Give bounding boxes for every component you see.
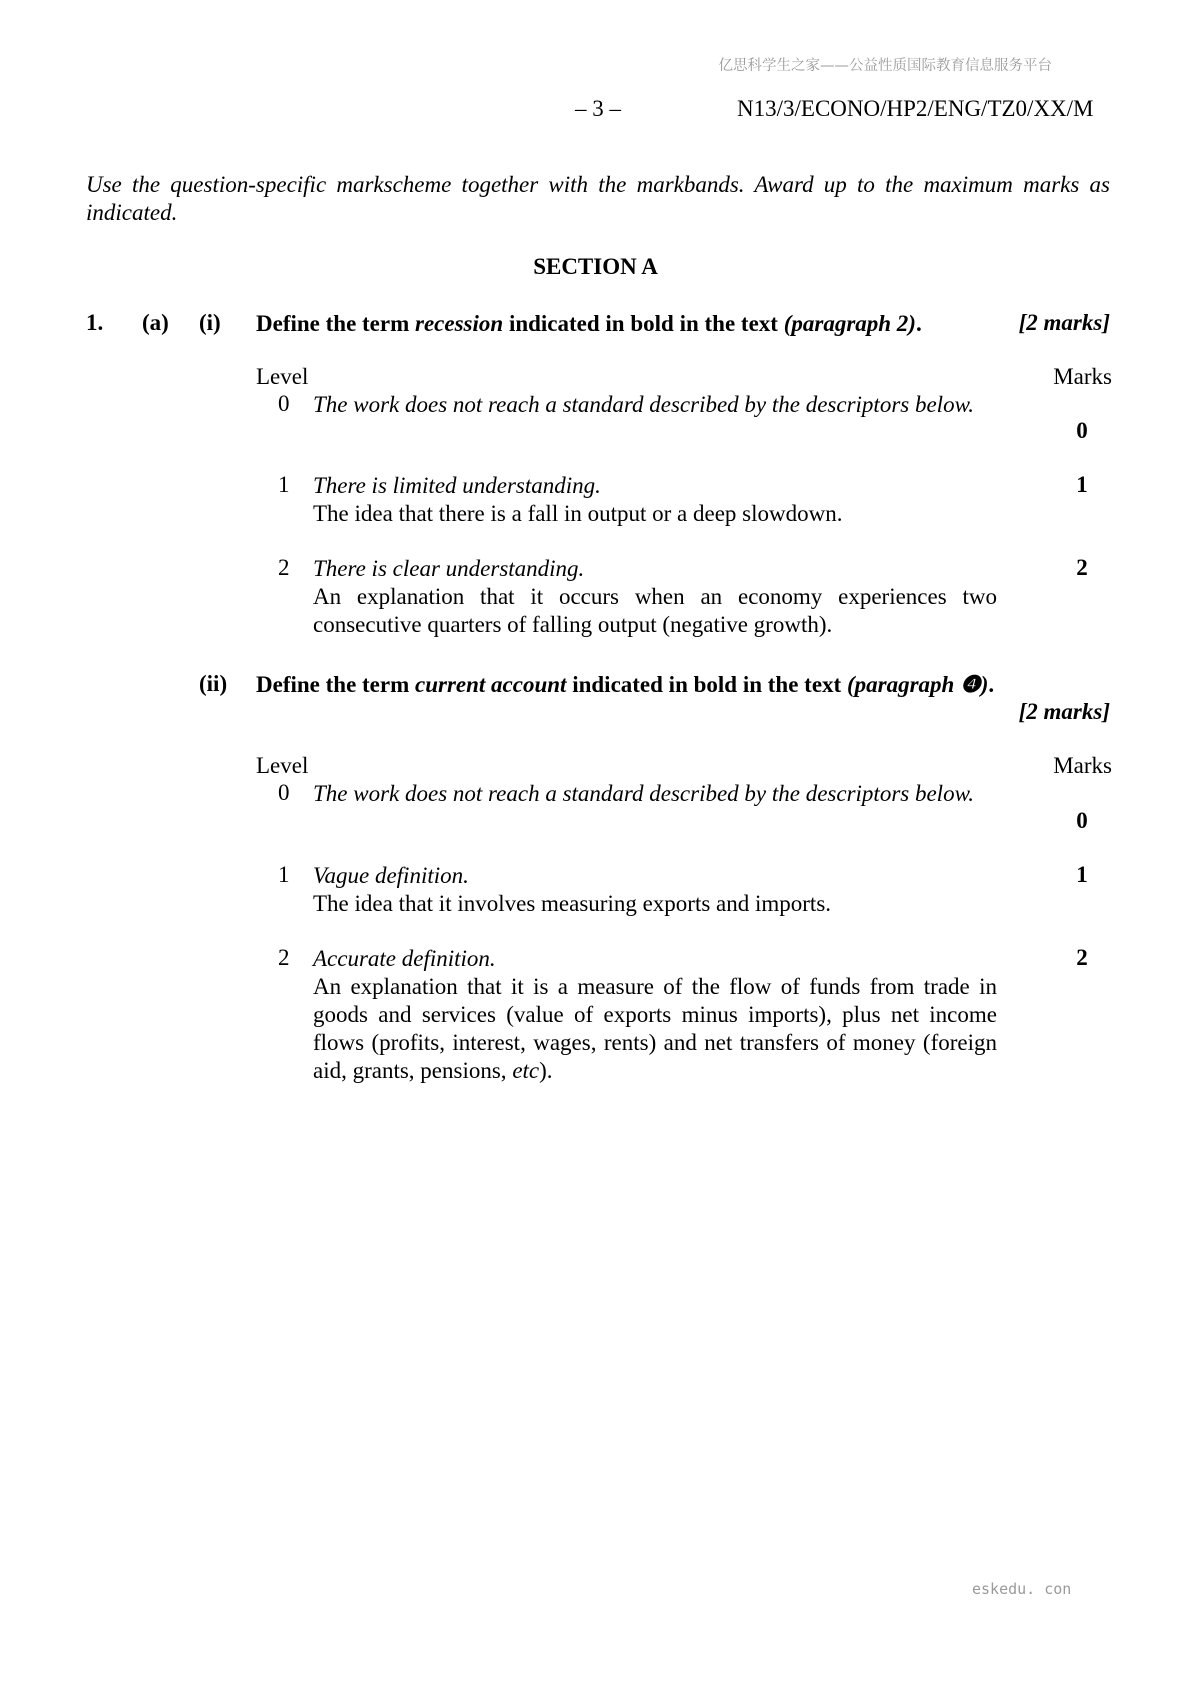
- section-heading: SECTION A: [533, 254, 658, 279]
- level-descriptor: [313, 862, 997, 918]
- level-number: 2: [278, 555, 290, 580]
- header-watermark: 亿思科学生之家——公益性质国际教育信息服务平台: [718, 58, 1052, 74]
- level-detail-text: An explanation that it is a measure of the flow of funds from trade in goods and services (value of exports minus imports), plus net income flows (profits, interest, wages, rents) and net transfers of money (foreign aid, grants, pensions,: [313, 974, 997, 1083]
- level-number: 1: [278, 862, 290, 887]
- prompt-text: .: [988, 672, 995, 697]
- document-code: N13/3/ECONO/HP2/ENG/TZ0/XX/M: [737, 96, 1094, 121]
- level-descriptor-text: The work does not reach a standard described by the descriptors below.: [313, 781, 974, 806]
- level-mark: 1: [1076, 862, 1088, 887]
- level-descriptor: [313, 780, 997, 808]
- level-descriptor: [313, 391, 997, 419]
- page-number: – 3 –: [575, 96, 621, 121]
- level-number: 0: [278, 780, 290, 805]
- prompt-text: Define the term: [256, 311, 416, 336]
- footer-watermark: eskedu. con: [972, 1580, 1072, 1598]
- level-detail-emphasis: etc: [512, 1058, 540, 1083]
- level-descriptor-text: Vague definition.: [313, 863, 469, 888]
- question-part: (a): [142, 310, 169, 335]
- level-detail: [313, 973, 997, 1085]
- question-number: 1.: [86, 310, 104, 335]
- level-number: 1: [278, 472, 290, 497]
- prompt-reference: (paragraph ❹): [846, 672, 989, 697]
- subpart-label-ii: (ii): [199, 671, 228, 696]
- level-mark: 0: [1076, 418, 1088, 443]
- level-column-header: Level: [256, 364, 309, 389]
- prompt-text: indicated in bold in the text: [566, 672, 847, 697]
- level-detail: An explanation that it occurs when an economy experiences two consecutive quarters of falling output (negative growth).: [313, 584, 997, 637]
- intro-instructions: Use the question-specific markscheme together with the markbands. Award up to the maximum marks as indicated.: [86, 172, 1110, 225]
- level-column-header: Level: [256, 753, 309, 778]
- level-number: 0: [278, 391, 290, 416]
- subpart-prompt-i: [256, 310, 996, 338]
- marks-available-i: [2 marks]: [1018, 310, 1110, 335]
- level-detail: The idea that it involves measuring exports and imports.: [313, 891, 832, 916]
- prompt-text: .: [915, 311, 922, 336]
- level-descriptor-text: The work does not reach a standard described by the descriptors below.: [313, 392, 974, 417]
- subpart-prompt-ii: [256, 671, 996, 699]
- prompt-text: Define the term: [256, 672, 416, 697]
- level-mark: 1: [1076, 472, 1088, 497]
- level-mark: 0: [1076, 808, 1088, 833]
- level-mark: 2: [1076, 555, 1088, 580]
- marks-available-ii: [2 marks]: [1018, 699, 1110, 724]
- level-detail: The idea that there is a fall in output or a deep slowdown.: [313, 501, 843, 526]
- level-descriptor: [313, 555, 997, 639]
- level-number: 2: [278, 945, 290, 970]
- prompt-text: indicated in bold in the text: [503, 311, 784, 336]
- marks-column-header: Marks: [1053, 753, 1112, 778]
- level-descriptor-text: Accurate definition.: [313, 946, 496, 971]
- level-descriptor: [313, 472, 997, 528]
- prompt-term: current account: [415, 672, 567, 697]
- level-descriptor-text: There is limited understanding.: [313, 473, 601, 498]
- prompt-term: recession: [415, 311, 504, 336]
- level-descriptor: [313, 945, 997, 1085]
- level-descriptor-text: There is clear understanding.: [313, 556, 585, 581]
- level-mark: 2: [1076, 945, 1088, 970]
- marks-column-header: Marks: [1053, 364, 1112, 389]
- level-detail-text: ).: [539, 1058, 553, 1083]
- subpart-label-i: (i): [199, 310, 221, 335]
- prompt-reference: (paragraph 2): [783, 311, 916, 336]
